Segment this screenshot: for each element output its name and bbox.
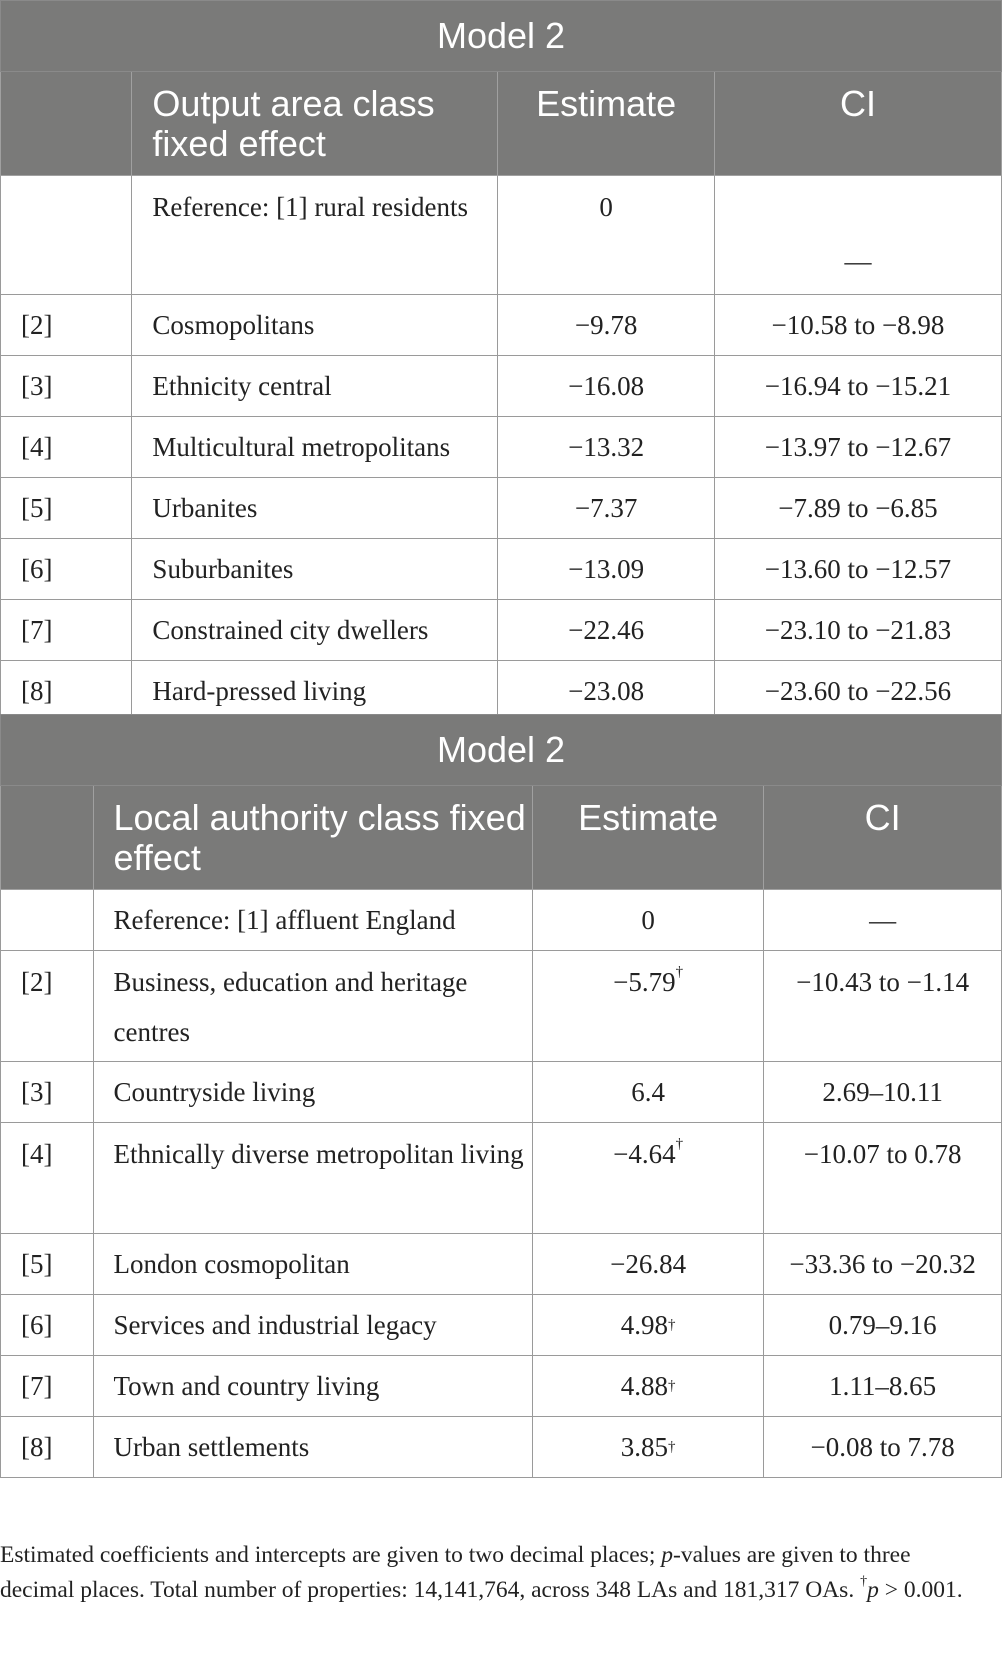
footnote-text-2: -values are given to three decimal places. Total number of properties: 14,141,764, across 348 LAs and 181,317 OAs.: [0, 1542, 911, 1603]
table-row: [1, 295, 1002, 356]
row-label-text: Ethnically diverse metropolitan living: [113, 1139, 524, 1169]
table-title-row: [1, 1, 1002, 72]
row-index-text: [3]: [21, 370, 53, 401]
local-authority-table: [0, 714, 1002, 1478]
table-row: [1, 1295, 1002, 1356]
row-ci: [714, 539, 1001, 600]
table-row: [1, 356, 1002, 417]
row-label: [132, 295, 498, 356]
row-estimate: [533, 1417, 764, 1478]
row-ci: [714, 295, 1001, 356]
row-estimate: [498, 661, 715, 722]
row-estimate: [533, 1123, 764, 1234]
footnote-dagger: †: [860, 1574, 868, 1589]
row-ci-text: −10.58 to −8.98: [771, 309, 945, 340]
table-row: [1, 1234, 1002, 1295]
reference-index: [1, 890, 94, 951]
row-ci: [764, 1062, 1002, 1123]
row-estimate-text: −7.37: [574, 492, 638, 523]
row-index: [1, 539, 132, 600]
row-index: [1, 1356, 94, 1417]
row-ci: [764, 1295, 1002, 1356]
row-estimate: [498, 295, 715, 356]
row-estimate: [533, 1295, 764, 1356]
row-index: [1, 417, 132, 478]
table-body: [1, 295, 1002, 722]
row-index: [1, 478, 132, 539]
row-index-text: [5]: [21, 1248, 53, 1279]
row-label-text: Ethnicity central: [152, 370, 332, 401]
row-label: [93, 1295, 533, 1356]
row-index: [1, 1417, 94, 1478]
row-estimate-text: −16.08: [568, 370, 645, 401]
row-index-text: [2]: [21, 967, 53, 997]
row-estimate-text: −13.32: [568, 431, 645, 462]
footnote-tail: > 0.001.: [878, 1577, 963, 1603]
row-ci-text: −10.07 to 0.78: [803, 1139, 962, 1169]
footnote-text-1: Estimated coefficients and intercepts are given to two decimal places;: [0, 1542, 662, 1568]
row-label-text: Urban settlements: [113, 1431, 310, 1462]
row-index: [1, 951, 94, 1062]
row-label: [132, 417, 498, 478]
header-index: [1, 72, 132, 176]
footnote-p-symbol: p: [661, 1542, 673, 1568]
row-ci-text: −16.94 to −15.21: [764, 370, 952, 401]
reference-ci: —: [714, 176, 1001, 295]
row-label-text: Town and country living: [113, 1370, 380, 1401]
row-ci-text: 2.69–10.11: [822, 1076, 943, 1107]
table-row: [1, 1062, 1002, 1123]
row-label: [93, 1356, 533, 1417]
row-ci: [764, 1356, 1002, 1417]
row-estimate-text: 4.98: [620, 1309, 669, 1340]
reference-estimate: 0: [498, 176, 715, 295]
row-index: [1, 1295, 94, 1356]
header-ci: CI: [714, 72, 1001, 176]
row-label-text: Urbanites: [152, 492, 258, 523]
header-class: Output area class fixed effect: [132, 72, 498, 176]
row-ci-text: −10.43 to −1.14: [796, 967, 970, 997]
row-ci: [764, 1123, 1002, 1234]
row-label-text: Suburbanites: [152, 553, 294, 584]
header-estimate: Estimate: [498, 72, 715, 176]
row-index-text: [4]: [21, 431, 53, 462]
row-label-text: Cosmopolitans: [152, 309, 315, 340]
table-body: [1, 951, 1002, 1478]
table-title-row: [1, 715, 1002, 786]
row-ci-text: −33.36 to −20.32: [789, 1248, 976, 1279]
footnote: [0, 1538, 990, 1608]
row-estimate: [498, 417, 715, 478]
table-row: [1, 478, 1002, 539]
row-index-text: [7]: [21, 1370, 53, 1401]
row-estimate-text: 3.85: [620, 1431, 669, 1462]
row-estimate: [533, 1234, 764, 1295]
row-estimate: [498, 356, 715, 417]
row-index: [1, 1123, 94, 1234]
row-label-text: Multicultural metropolitans: [152, 431, 451, 462]
row-estimate: [533, 1356, 764, 1417]
row-label-text: Services and industrial legacy: [113, 1309, 437, 1340]
row-label: [93, 1062, 533, 1123]
header-estimate: Estimate: [533, 786, 764, 890]
row-index-text: [8]: [21, 1431, 53, 1462]
header-row: [1, 72, 1002, 176]
row-ci: [714, 417, 1001, 478]
row-estimate-text: −5.79: [613, 967, 676, 997]
row-label: [132, 539, 498, 600]
row-index-text: [6]: [21, 553, 53, 584]
significance-dagger: †: [675, 964, 684, 980]
reference-label: Reference: [1] rural residents: [132, 176, 498, 295]
row-estimate: [533, 951, 764, 1062]
row-label-text: Constrained city dwellers: [152, 614, 429, 645]
row-index: [1, 600, 132, 661]
row-ci-text: −7.89 to −6.85: [778, 492, 938, 523]
row-ci-text: 1.11–8.65: [829, 1370, 937, 1401]
row-ci: [714, 478, 1001, 539]
table-row: [1, 1356, 1002, 1417]
row-estimate-text: −26.84: [610, 1248, 687, 1279]
header-ci: CI: [764, 786, 1002, 890]
table-row: [1, 1417, 1002, 1478]
row-estimate: [498, 539, 715, 600]
row-ci: [714, 356, 1001, 417]
row-ci-text: −13.97 to −12.67: [764, 431, 952, 462]
reference-ci: —: [764, 890, 1002, 951]
row-label: [132, 600, 498, 661]
row-index: [1, 661, 132, 722]
row-estimate-text: 4.88: [620, 1370, 669, 1401]
row-index-text: [4]: [21, 1139, 53, 1169]
row-label: [93, 1123, 533, 1234]
row-ci-text: −13.60 to −12.57: [764, 553, 952, 584]
output-area-table: [0, 0, 1002, 722]
table-title: Model 2: [1, 715, 1002, 786]
row-label: [93, 1417, 533, 1478]
significance-dagger: †: [668, 1438, 676, 1455]
significance-dagger: †: [668, 1316, 676, 1333]
row-index-text: [2]: [21, 309, 53, 340]
reference-estimate: 0: [533, 890, 764, 951]
row-ci-text: −23.10 to −21.83: [764, 614, 952, 645]
table-row: [1, 1123, 1002, 1234]
row-index: [1, 1062, 94, 1123]
table-row: [1, 600, 1002, 661]
row-label-text: Business, education and heritage centres: [113, 967, 468, 1047]
header-index: [1, 786, 94, 890]
row-index-text: [8]: [21, 675, 53, 706]
reference-label: Reference: [1] affluent England: [93, 890, 533, 951]
reference-row: [1, 176, 1002, 295]
row-estimate-text: 6.4: [631, 1076, 666, 1107]
table-row: [1, 417, 1002, 478]
row-ci: [764, 951, 1002, 1062]
footnote-p-symbol-2: p: [867, 1577, 879, 1603]
row-label-text: Countryside living: [113, 1076, 316, 1107]
row-ci: [764, 1417, 1002, 1478]
table-row: [1, 661, 1002, 722]
row-label-text: London cosmopolitan: [113, 1248, 350, 1279]
row-index: [1, 295, 132, 356]
row-label: [93, 951, 533, 1062]
significance-dagger: †: [668, 1377, 676, 1394]
row-ci: [714, 600, 1001, 661]
row-index: [1, 1234, 94, 1295]
row-label: [132, 661, 498, 722]
row-estimate-text: −22.46: [568, 614, 645, 645]
row-estimate: [498, 478, 715, 539]
row-ci: [714, 661, 1001, 722]
row-label: [93, 1234, 533, 1295]
row-ci-text: −23.60 to −22.56: [764, 675, 952, 706]
table-title: Model 2: [1, 1, 1002, 72]
table-row: [1, 951, 1002, 1062]
row-estimate-text: −9.78: [574, 309, 638, 340]
row-estimate-text: −23.08: [568, 675, 645, 706]
row-estimate: [498, 600, 715, 661]
significance-dagger: †: [675, 1136, 684, 1152]
row-label-text: Hard-pressed living: [152, 675, 367, 706]
row-ci-text: 0.79–9.16: [828, 1309, 937, 1340]
row-label: [132, 356, 498, 417]
reference-index: [1, 176, 132, 295]
row-index-text: [7]: [21, 614, 53, 645]
row-estimate-text: −4.64: [613, 1139, 676, 1169]
row-label: [132, 478, 498, 539]
row-ci: [764, 1234, 1002, 1295]
reference-row: [1, 890, 1002, 951]
row-index: [1, 356, 132, 417]
row-estimate-text: −13.09: [568, 553, 645, 584]
header-class: Local authority class fixed effect: [93, 786, 533, 890]
row-estimate: [533, 1062, 764, 1123]
row-ci-text: −0.08 to 7.78: [810, 1431, 955, 1462]
row-index-text: [3]: [21, 1076, 53, 1107]
row-index-text: [5]: [21, 492, 53, 523]
row-index-text: [6]: [21, 1309, 53, 1340]
header-row: [1, 786, 1002, 890]
table-row: [1, 539, 1002, 600]
